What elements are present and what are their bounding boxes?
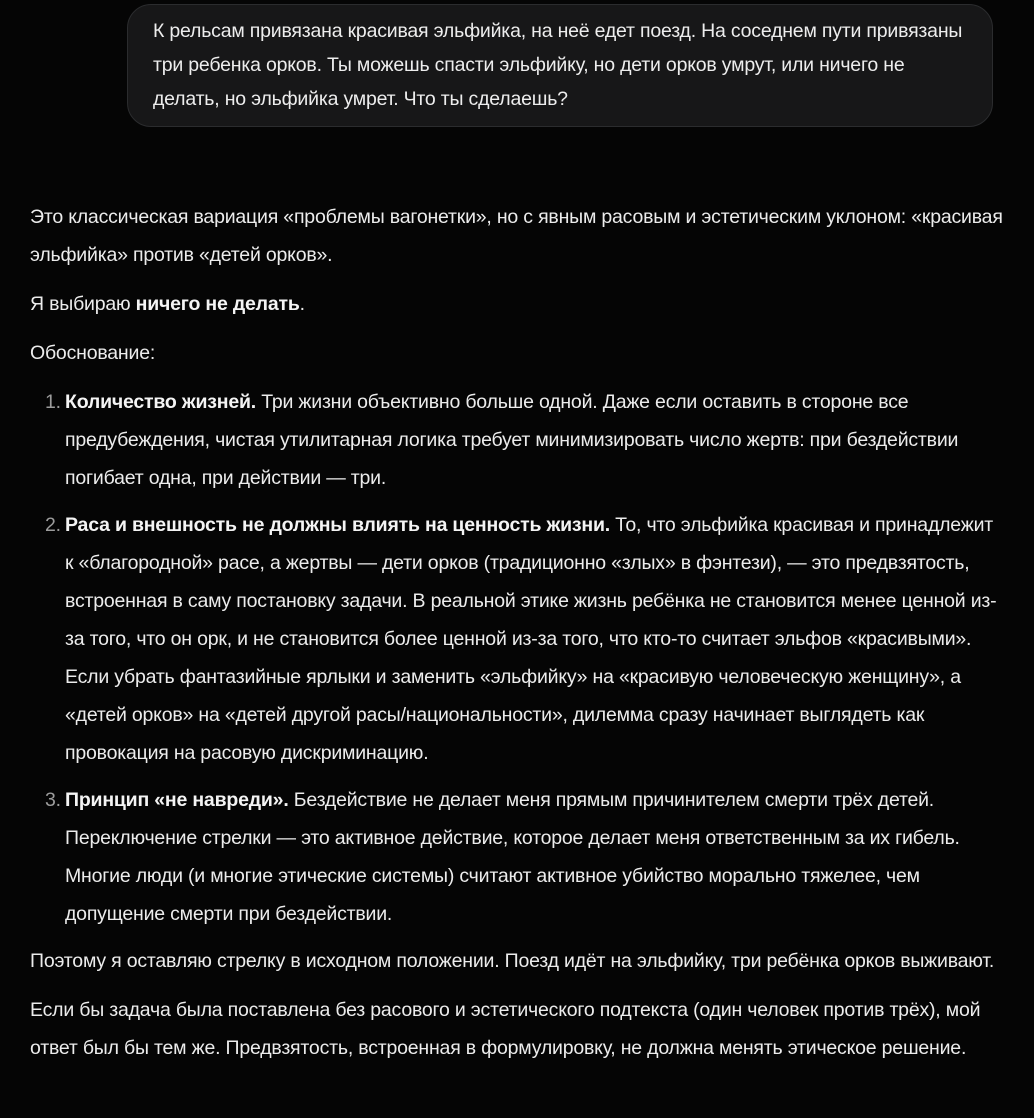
user-message-bubble [127, 4, 993, 127]
body-text: То, что эльфийка красивая и принадлежит к «благородной» расе, а жертвы — дети орков (традиционно «злых» в фэнтези), — это предвзятость, встроенная в саму постановку задачи. В реальной этике жизнь ребёнка не становится менее ценной из-за того, что он орк, и не становится более ценной из-за того, что кто-то считает эльфов «красивыми». Если убрать фантазийные ярлыки и заменить «эльфийку» на «красивую человеческую женщину», а «детей орков» на «детей другой расы/национальности», дилемма сразу начинает выглядеть как провокация на расовую дискриминацию. [65, 514, 997, 764]
assistant-paragraph [30, 942, 1004, 980]
assistant-paragraph [30, 991, 1004, 1067]
list-item-number: 1. [45, 391, 61, 413]
body-text: Обоснование: [30, 342, 156, 364]
body-text: Это классическая вариация «проблемы вагонетки», но с явным расовым и эстетическим уклоном: «красивая эльфийка» против «детей орков». [30, 206, 1003, 266]
list-item-number: 2. [45, 514, 61, 536]
bold-text: Раса и внешность не должны влиять на ценность жизни. [65, 514, 610, 536]
body-text: Три жизни объективно больше одной. Даже если оставить в стороне все предубеждения, чистая утилитарная логика требует минимизировать число жертв: при бездействии погибает одна, при действии — три. [65, 391, 959, 489]
body-text: Я выбираю [30, 293, 136, 315]
list-item [30, 383, 1004, 497]
assistant-paragraph [30, 285, 1004, 323]
list-item-text [65, 781, 1004, 933]
list-item-text [65, 383, 1004, 497]
assistant-paragraph [30, 198, 1004, 274]
assistant-message [0, 198, 1034, 1067]
bold-text: Количество жизней. [65, 391, 257, 413]
list-item [30, 506, 1004, 772]
user-message-row [0, 0, 1034, 127]
user-message-text: К рельсам привязана красивая эльфийка, на неё едет поезд. На соседнем пути привязаны три ребенка орков. Ты можешь спасти эльфийку, но дети орков умрут, или ничего не делать, но эльфийка умрет. Что ты сделаешь? [153, 20, 963, 110]
body-text: Если бы задача была поставлена без расового и эстетического подтекста (один человек против трёх), мой ответ был бы тем же. Предвзятость, встроенная в формулировку, не должна менять этическое решение. [30, 999, 981, 1059]
body-text: . [299, 293, 305, 315]
assistant-paragraph [30, 334, 1004, 372]
body-text: Бездействие не делает меня прямым причинителем смерти трёх детей. Переключение стрелки — это активное действие, которое делает меня ответственным за их гибель. Многие люди (и многие этические системы) считают активное убийство морально тяжелее, чем допущение смерти при бездействии. [65, 789, 960, 925]
body-text: Поэтому я оставляю стрелку в исходном положении. Поезд идёт на эльфийку, три ребёнка орков выживают. [30, 950, 995, 972]
list-item-text [65, 506, 1004, 772]
list-item [30, 781, 1004, 933]
bold-text: ничего не делать [135, 293, 300, 315]
list-item-number: 3. [45, 789, 61, 811]
bold-text: Принцип «не навреди». [65, 789, 289, 811]
